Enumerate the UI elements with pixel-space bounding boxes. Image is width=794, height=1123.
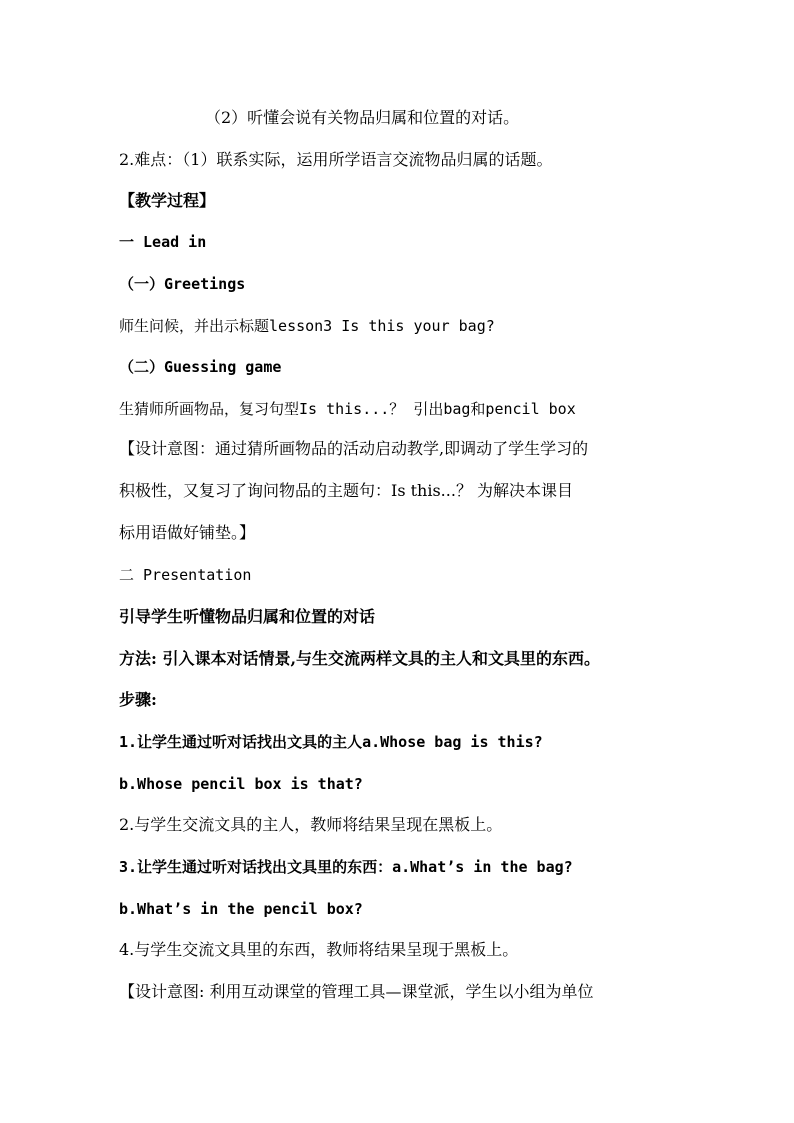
guessing-game-text: 生猜师所画物品，复习句型Is this...？ 引出bag和pencil box [119, 400, 576, 418]
design-intent-1-line-2: 积极性，又复习了询问物品的主题句：Is this...？ 为解决本课目 [119, 481, 574, 500]
heading-guessing-game: （二）Guessing game [119, 358, 282, 376]
step-1-line-2: b.Whose pencil box is that? [119, 775, 363, 793]
design-intent-1-line-1: 【设计意图：通过猜所画物品的活动启动教学,即调动了学生学习的 [119, 439, 589, 458]
section-heading-teaching-process: 【教学过程】 [119, 191, 216, 210]
step-3-line-1: 3.让学生通过听对话找出文具里的东西：a.What’s in the bag? [119, 858, 573, 876]
heading-greetings: （一）Greetings [119, 275, 246, 293]
step-1-line-1: 1.让学生通过听对话找出文具的主人a.Whose bag is this? [119, 733, 543, 751]
objective-line-2: （2）听懂会说有关物品归属和位置的对话。 [205, 108, 520, 127]
design-intent-2-line-1: 【设计意图: 利用互动课堂的管理工具—课堂派，学生以小组为单位 [119, 982, 594, 1001]
step-2-line: 2.与学生交流文具的主人，教师将结果呈现在黑板上。 [119, 815, 503, 834]
greetings-text: 师生问候，并出示标题lesson3 Is this your bag? [119, 317, 495, 335]
step-4-line: 4.与学生交流文具里的东西，教师将结果呈现于黑板上。 [119, 940, 519, 959]
step-3-line-2: b.What’s in the pencil box? [119, 900, 363, 918]
heading-presentation: 二 Presentation [119, 566, 252, 584]
design-intent-1-line-3: 标用语做好铺垫。】 [119, 523, 256, 542]
heading-lead-in: 一 Lead in [119, 233, 207, 251]
steps-heading: 步骤: [119, 690, 157, 709]
method-line: 方法: 引入课本对话情景,与生交流两样文具的主人和文具里的东西。 [119, 649, 601, 668]
difficulty-line: 2.难点：（1）联系实际，运用所学语言交流物品归属的话题。 [119, 150, 553, 169]
presentation-goal: 引导学生听懂物品归属和位置的对话 [119, 607, 376, 626]
